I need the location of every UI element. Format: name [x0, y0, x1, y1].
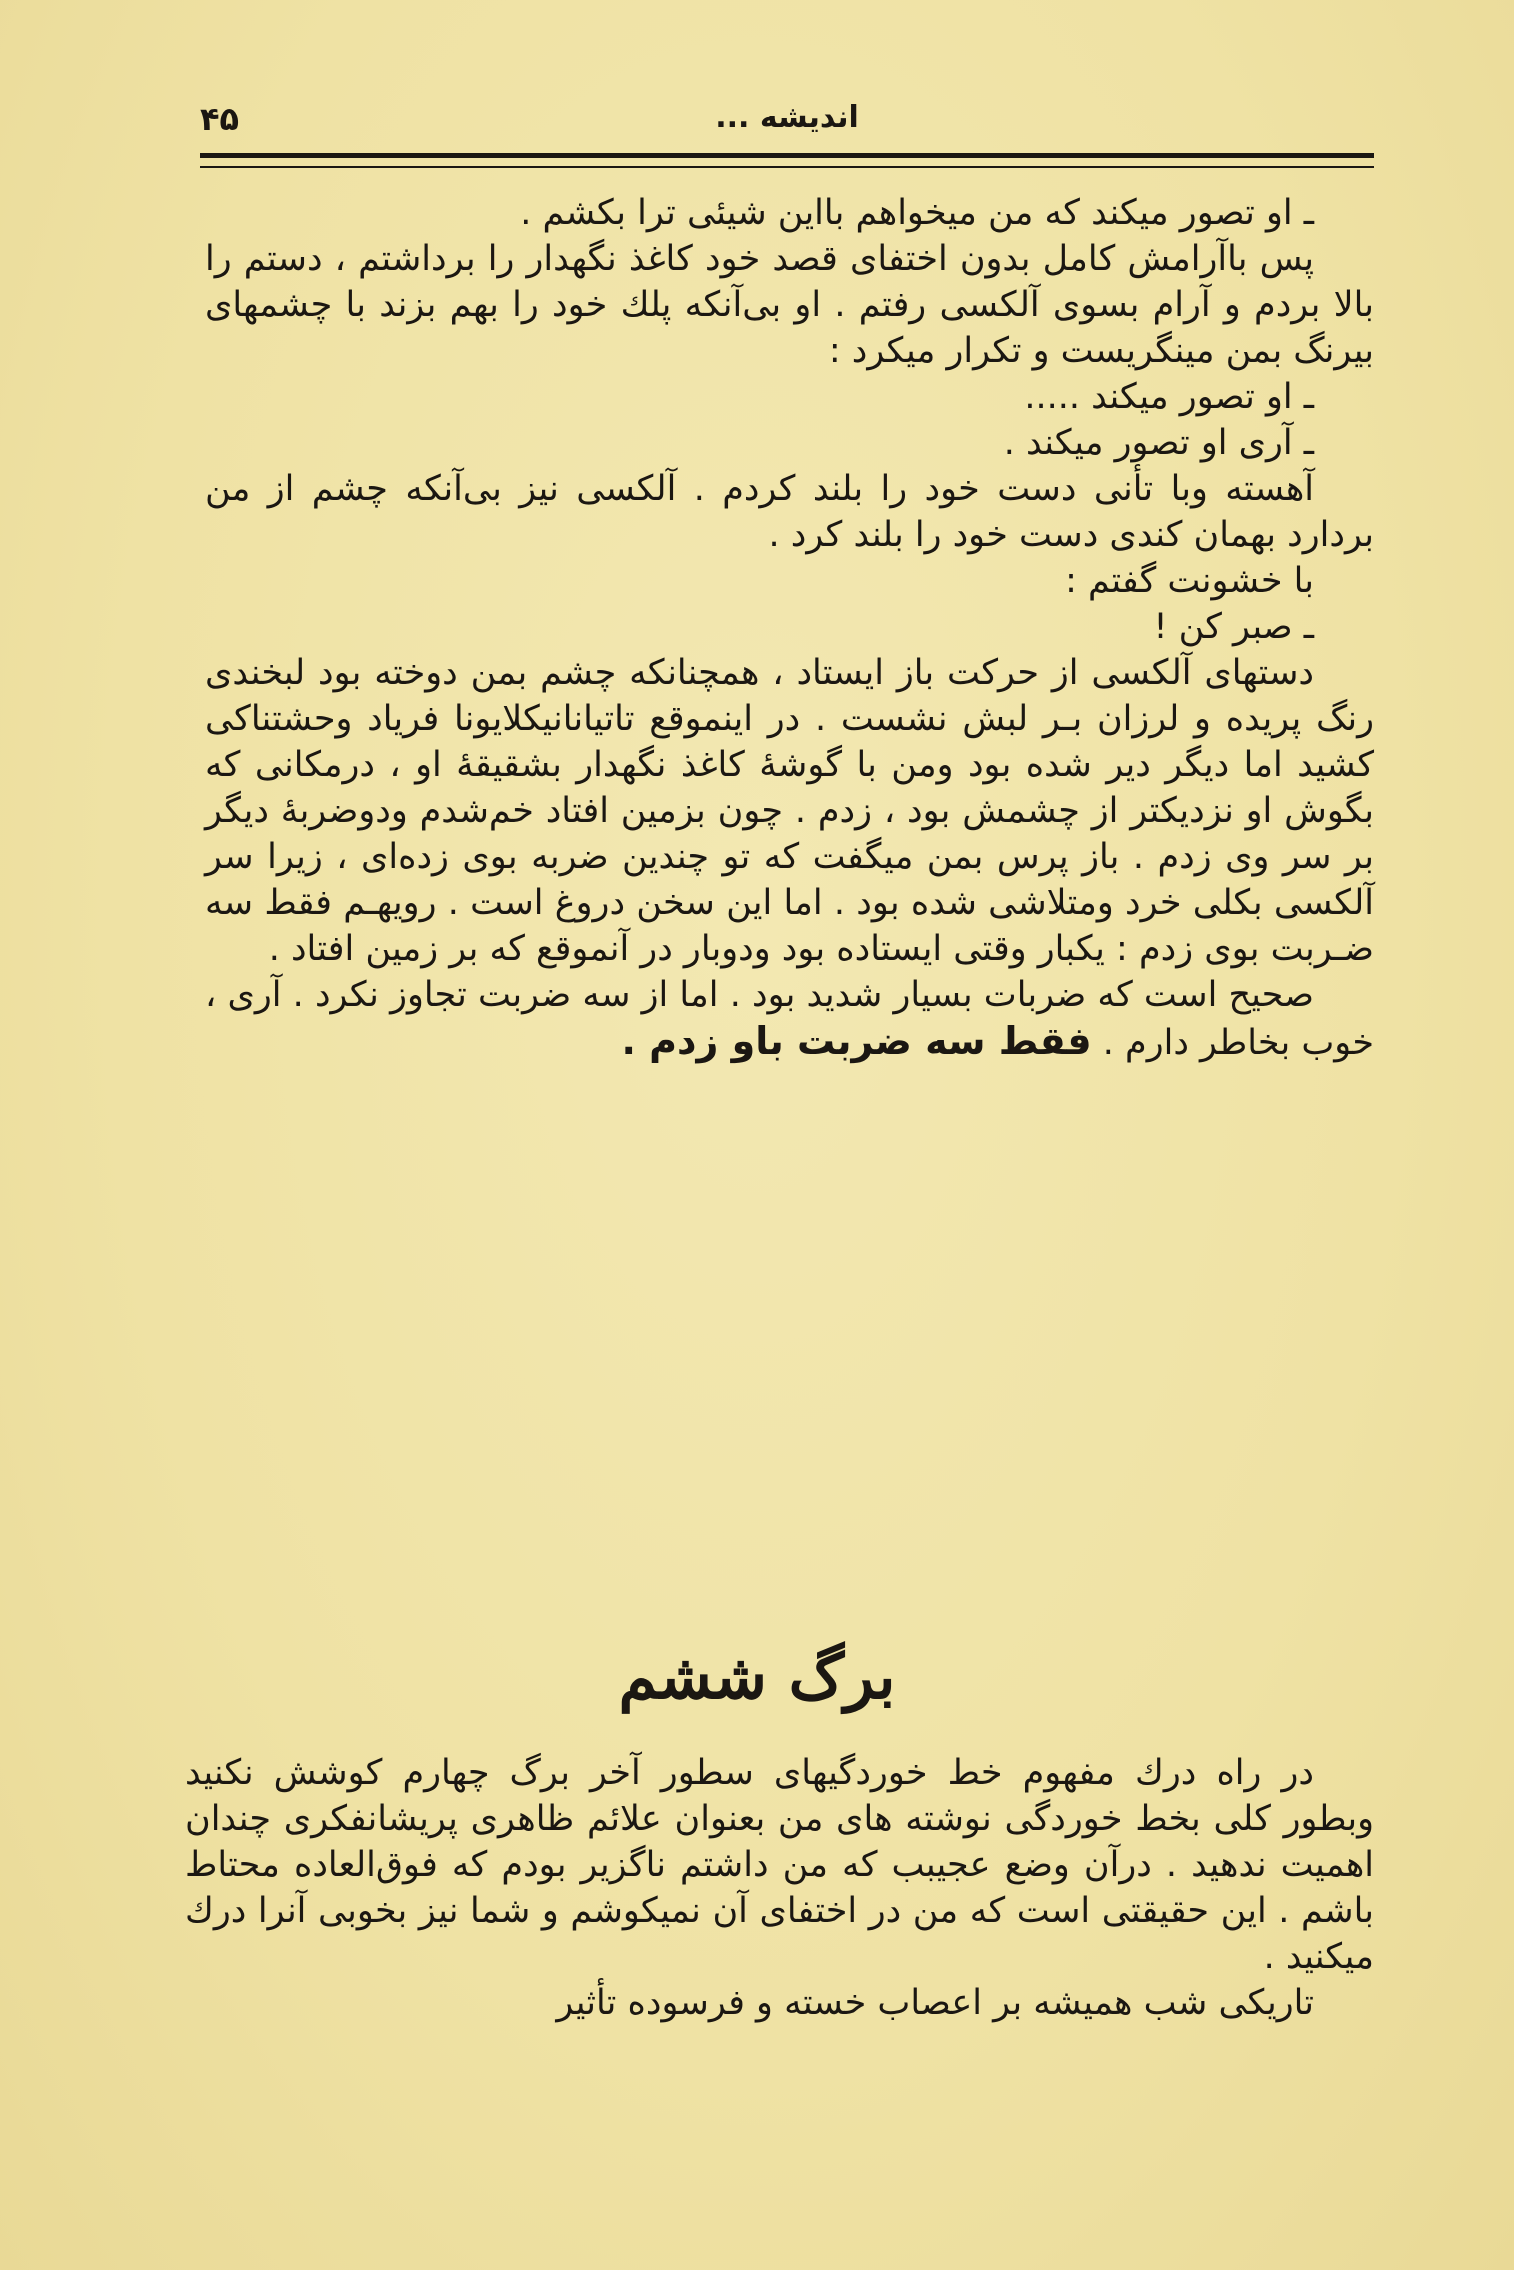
body-text [205, 190, 1374, 1066]
section-paragraph-1: در راه درك مفهوم خط خوردگیهای سطور آخر برگ چهارم کوشش نکنید وبطور کلی بخط خوردگی نوشته های من بعنوان علائم ظاهری پریشانفکری چندان اهمیت ندهید . درآن وضع عجیبب که من داشتم ناگزیر بودم که فوق‌العاده محتاط باشم . این حقیقتی است که من در اختفای آن نمیکوشم و شما نیز بخوبی آنرا درك میکنید . [185, 1753, 1374, 1977]
paragraph-dialogue-1: ـ او تصور میکند که من میخواهم بااین شیئی ترا بکشم . [520, 193, 1314, 233]
header-rule-thick [200, 153, 1374, 158]
running-title: اندیشه ... [715, 100, 859, 135]
page-number: ۴۵ [200, 100, 240, 138]
section-text [185, 1750, 1374, 2026]
header-rule-thin [200, 166, 1374, 168]
paragraph-dialogue-7: ـ صبر کن ! [1153, 607, 1314, 647]
paragraph-9 [205, 972, 1374, 1066]
paragraph-dialogue-4: ـ آری او تصور میکند . [1003, 423, 1314, 463]
paragraph-8: دستهای آلکسی از حرکت باز ایستاد ، همچنانکه چشم بمن دوخته بود لبخندی رنگ پریده و لرزان بـر لبش نشست . در اینموقع تاتیانانیکلایونا فریاد وحشتناکی کشید اما دیگر دیر شده بود ومن با گوشهٔ کاغذ نگهدار بشقیقهٔ او ، درمکانی که بگوش او نزدیکتر از چشمش بود ، زدم . چون بزمین افتاد خم‌شدم ودوضربهٔ دیگر بر سر وی زدم . باز پرس بمن میگفت که تو چندین ضربه بوی زده‌ای ، زیرا سر آلکسی بکلی خرد ومتلاشی شده بود . اما این سخن دروغ است . رویهـم فقط سه ضـربت بوی زدم : یکبار وقتی ایستاده بود ودوبار در آنموقع که بر زمین افتاد . [205, 653, 1374, 969]
paragraph-2: پس باآرامش کامل بدون اختفای قصد خود کاغذ نگهدار را برداشتم ، دستم را بالا بردم و آرام بسوی آلکسی رفتم . او بی‌آنکه پلك خود را بهم بزند با چشمهای بیرنگ بمن مینگریست و تکرار میکرد : [205, 239, 1374, 371]
paragraph-9-regular: صحیح است که ضربات بسیار شدید بود . اما از سه ضربت تجاوز نکرد . آری ، خوب بخاطر دارم . [205, 975, 1374, 1063]
running-head [200, 100, 1374, 140]
section-paragraph-2: تاریکی شب همیشه بر اعصاب خسته و فرسوده تأثیر [556, 1983, 1314, 2023]
section-title: برگ ششم [618, 1640, 896, 1713]
paragraph-6: با خشونت گفتم : [1065, 561, 1314, 601]
paragraph-9-bold: فقط سه ضربت باو زدم . [621, 1019, 1092, 1063]
paragraph-dialogue-3: ـ او تصور میکند ..... [1024, 377, 1314, 417]
paragraph-5: آهسته وبا تأنی دست خود را بلند کردم . آلکسی نیز بی‌آنکه چشم از من بردارد بهمان کندی دست خود را بلند کرد . [205, 469, 1374, 555]
